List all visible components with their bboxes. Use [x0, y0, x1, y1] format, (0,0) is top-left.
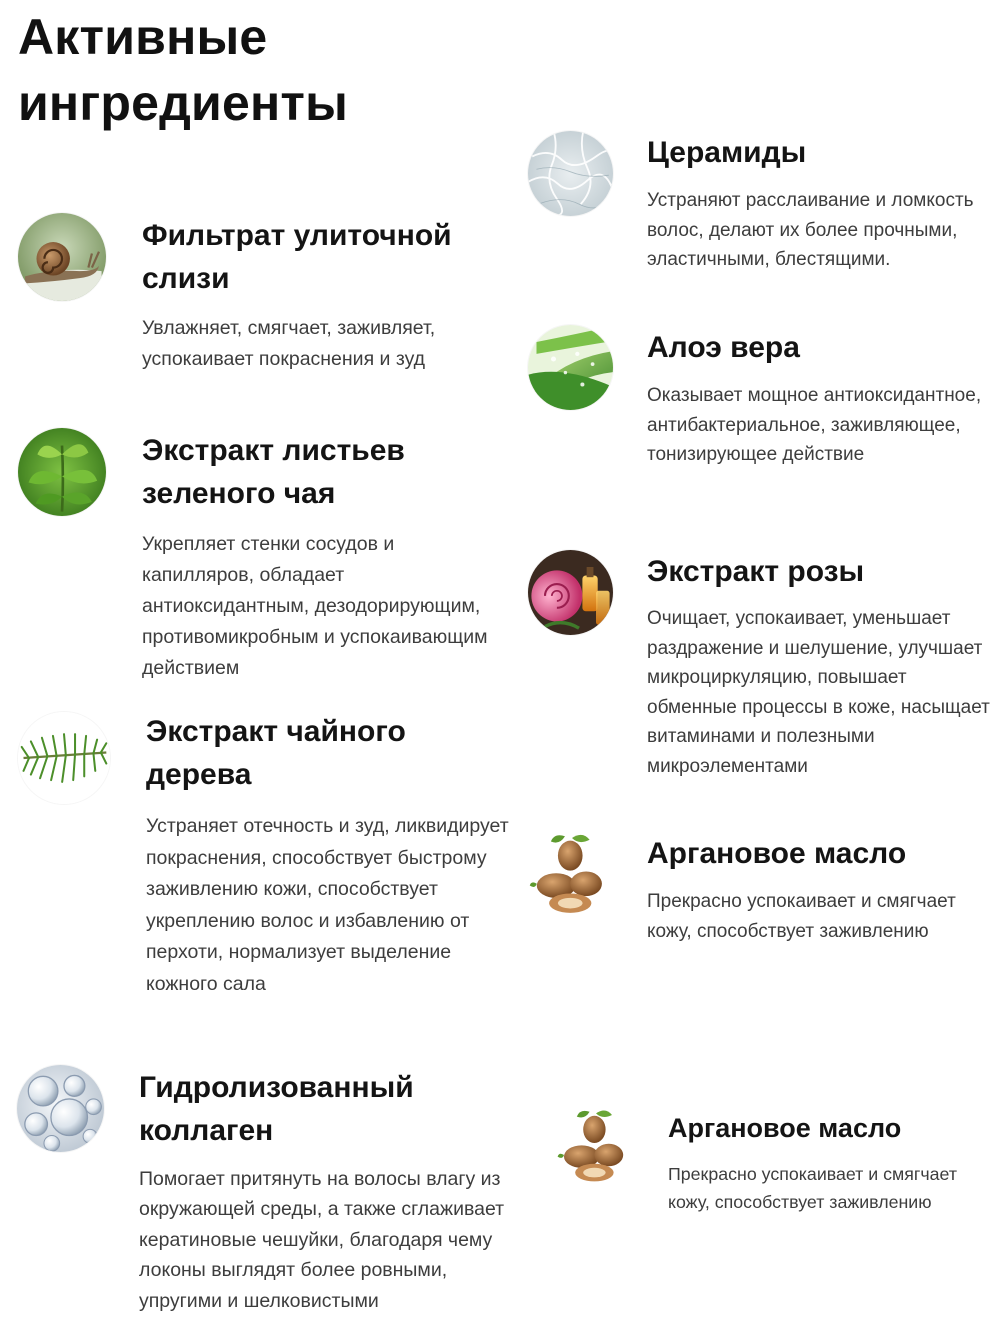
ingredient-description: Устраняют расслаивание и ломкость волос, делают их более прочными, эластичными, блестящими. [647, 190, 974, 271]
ingredient-title: Экстракт розы [647, 555, 865, 588]
ingredient-title: Фильтрат улиточной слизи [142, 219, 452, 295]
ingredient-title: Экстракт листьев зеленого чая [142, 434, 405, 510]
collagen-bubbles-icon [17, 1065, 104, 1152]
ingredient-description: Устраняет отечность и зуд, ликвидирует покраснения, способствует быстрому заживлению кожи, способствует укреплению волос и избавлению от перхоти, нормализует выделение кожного сала [146, 815, 509, 995]
ingredient-description: Помогает притянуть на волосы влагу из окружающей среды, а также сглаживает кератиновые чешуйки, благодаря чему локоны выглядят более ровными, упругими и шелковистыми [139, 1168, 505, 1312]
tea-tree-branch-icon [18, 712, 110, 804]
ingredient-description: Прекрасно успокаивает и смягчает кожу, способствует заживлению [668, 1164, 957, 1212]
green-tea-leaves-icon [18, 428, 106, 516]
rose-oil-icon [528, 550, 613, 635]
aloe-vera-icon [528, 325, 613, 410]
ingredient-description: Оказывает мощное антиоксидантное, антибактериальное, заживляющее, тонизирующее действие [647, 385, 982, 466]
snail-icon [18, 213, 106, 301]
argan-nuts-icon [528, 830, 616, 920]
ingredient-title: Аргановое масло [647, 837, 907, 870]
ingredient-description: Прекрасно успокаивает и смягчает кожу, способствует заживлению [647, 891, 956, 942]
ingredient-description: Увлажняет, смягчает, заживляет, успокаивает покраснения и зуд [142, 317, 436, 370]
ceramide-texture-icon [528, 131, 613, 216]
ingredient-description: Укрепляет стенки сосудов и капилляров, обладает антиоксидантным, дезодорирующим, противомикробным и успокаивающим действием [142, 533, 488, 679]
ingredient-title: Алоэ вера [647, 331, 800, 364]
ingredient-title: Церамиды [647, 136, 807, 169]
ingredient-title: Экстракт чайного дерева [146, 715, 406, 791]
ingredient-description: Очищает, успокаивает, уменьшает раздражение и шелушение, улучшает микроциркуляцию, повышает обменные процессы в коже, насыщает витаминами и полезными микроэлементами [647, 608, 990, 777]
ingredient-title: Гидролизованный коллаген [139, 1071, 414, 1147]
ingredient-title: Аргановое масло [668, 1113, 902, 1143]
page-title: Активные ингредиенты [18, 9, 348, 131]
argan-nuts-icon [556, 1106, 636, 1188]
